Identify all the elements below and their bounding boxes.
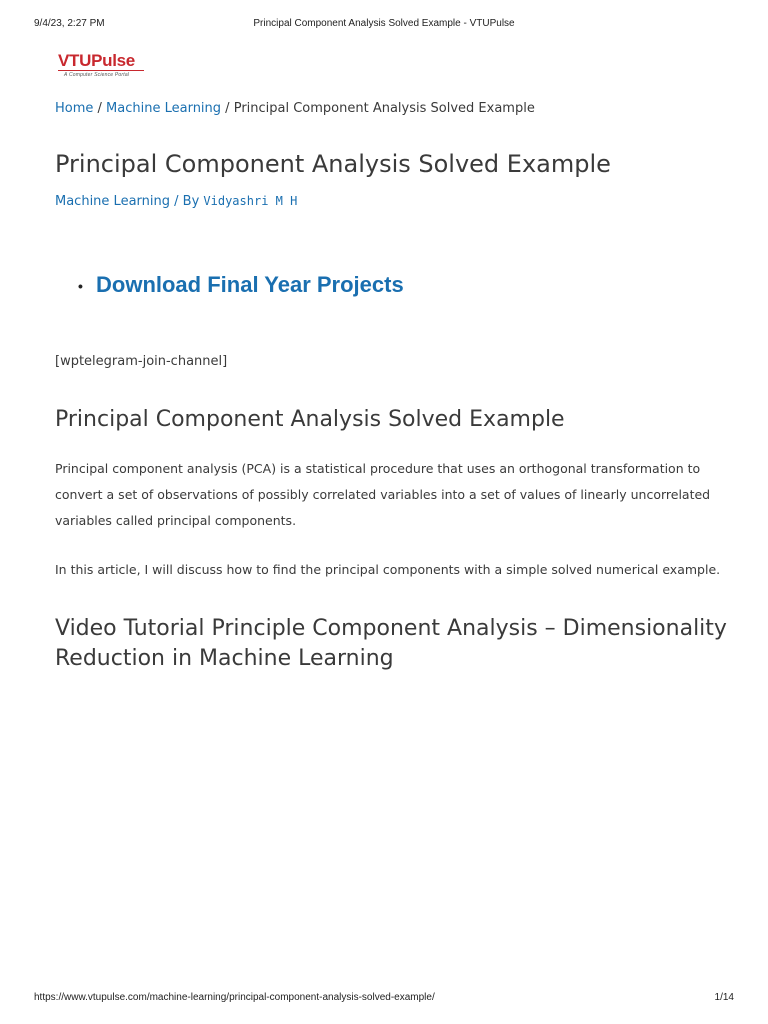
breadcrumb-home-link[interactable]: Home [55,101,94,116]
breadcrumb-current: Principal Component Analysis Solved Example [233,101,535,116]
post-author-link[interactable]: Vidyashri M H [203,194,298,208]
list-item [78,272,404,298]
breadcrumb-separator: / [221,101,234,116]
article-paragraph: In this article, I will discuss how to find the principal components with a simple solved numerical example. [55,562,721,577]
post-by-label: / By [170,194,204,209]
download-projects-link[interactable]: Download Final Year Projects [96,272,404,297]
breadcrumb-separator: / [93,101,107,116]
print-footer [34,992,734,1006]
print-url: https://www.vtupulse.com/machine-learning/principal-component-analysis-solved-example/ [34,992,435,1003]
promo-list [78,272,404,298]
print-date: 9/4/23, 2:27 PM [34,18,105,29]
logo-wordmark: VTUPulse [58,52,144,71]
post-category-link[interactable]: Machine Learning [55,194,170,209]
section-title-video: Video Tutorial Principle Component Analysis – Dimensionality Reduction in Machine Learning [55,616,727,671]
logo-tagline: A Computer Science Portal [64,72,130,78]
breadcrumb-category-link[interactable]: Machine Learning [106,101,222,116]
intro-paragraph: Principal component analysis (PCA) is a statistical procedure that uses an orthogonal transformation to convert a set of observations of possibly correlated variables into a set of values of linearly uncorrelated variables called principal components. [55,461,711,528]
post-meta [55,194,297,209]
section-title-pca: Principal Component Analysis Solved Example [55,407,565,432]
print-document-title: Principal Component Analysis Solved Example - VTUPulse [253,18,515,29]
bullet-icon: • [78,278,83,295]
print-header [34,18,734,32]
page-title: Principal Component Analysis Solved Example [55,150,611,178]
breadcrumb [55,101,535,116]
print-page-number: 1/14 [714,992,734,1003]
site-logo[interactable] [58,52,158,82]
telegram-shortcode-text: [wptelegram-join-channel] [55,354,228,369]
